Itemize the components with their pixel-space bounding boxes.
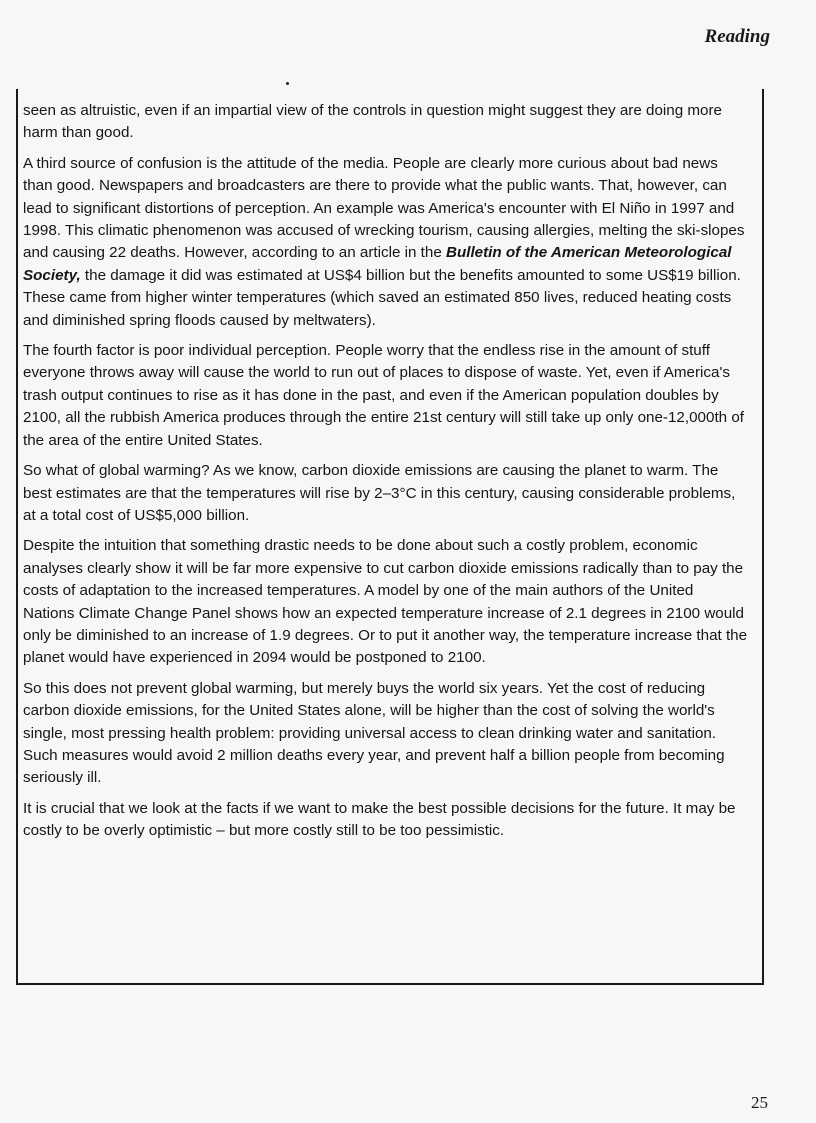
- paragraph-2-text-end: the damage it did was estimated at US$4 billion but the benefits amounted to some US$19 billion. These came from higher winter temperatures (which saved an estimated 850 lives, reduced heating costs and diminished spring floods caused by meltwaters).: [23, 266, 741, 329]
- paragraph-2: [23, 153, 748, 332]
- paragraph-4: So what of global warming? As we know, carbon dioxide emissions are causing the planet to warm. The best estimates are that the temperatures will rise by 2–3°C in this century, causing considerable problems, at a total cost of US$5,000 billion.: [23, 462, 736, 524]
- paragraph-3: The fourth factor is poor individual perception. People worry that the endless rise in the amount of stuff everyone throws away will cause the world to run out of places to dispose of waste. Yet, even if America's trash output continues to rise as it has done in the past, and even if the American population doubles by 2100, all the rubbish America produces through the entire 21st century will still take up only one-12,000th of the area of the entire United States.: [23, 342, 744, 449]
- page-number: 25: [751, 1093, 768, 1112]
- article-text-box: [16, 89, 764, 985]
- section-title: Reading: [704, 26, 770, 47]
- paragraph-7: It is crucial that we look at the facts if we want to make the best possible decisions for the future. It may be costly to be overly optimistic – but more costly still to be too pessimistic.: [23, 799, 736, 840]
- journal-title: Bulletin of the American Meteorological Society,: [23, 244, 732, 284]
- paragraph-6: So this does not prevent global warming, but merely buys the world six years. Yet the cost of reducing carbon dioxide emissions, for the United States alone, will be higher than the cost of solving the world's single, most pressing health problem: providing universal access to clean drinking water and sanitation. Such measures would avoid 2 million deaths every year, and prevent half a billion people from becoming seriously ill.: [23, 679, 725, 787]
- paragraph-2-text-start: A third source of confusion is the attitude of the media. People are clearly more curious about bad news than good. Newspapers and broadcasters are there to provide what the public wants. That, however, can lead to significant distortions of perception. An example was America's encounter with El Niño in 1997 and 1998. This climatic phenomenon was accused of wrecking tourism, causing allergies, melting the ski-slopes and causing 22 deaths. However, according to an article in the: [23, 154, 745, 262]
- scan-speck: [286, 82, 289, 85]
- paragraph-5: Despite the intuition that something drastic needs to be done about such a costly problem, economic analyses clearly show it will be far more expensive to cut carbon dioxide emissions radically than to pay the costs of adaptation to the increased temperatures. A model by one of the main authors of the United Nations Climate Change Panel shows how an expected temperature increase of 2.1 degrees in 2100 would only be diminished to an increase of 1.9 degrees. Or to put it another way, the temperature increase that the planet would have experienced in 2094 would be postponed to 2100.: [23, 537, 748, 667]
- paragraph-1: seen as altruistic, even if an impartial view of the controls in question might suggest they are doing more harm than good.: [23, 102, 722, 142]
